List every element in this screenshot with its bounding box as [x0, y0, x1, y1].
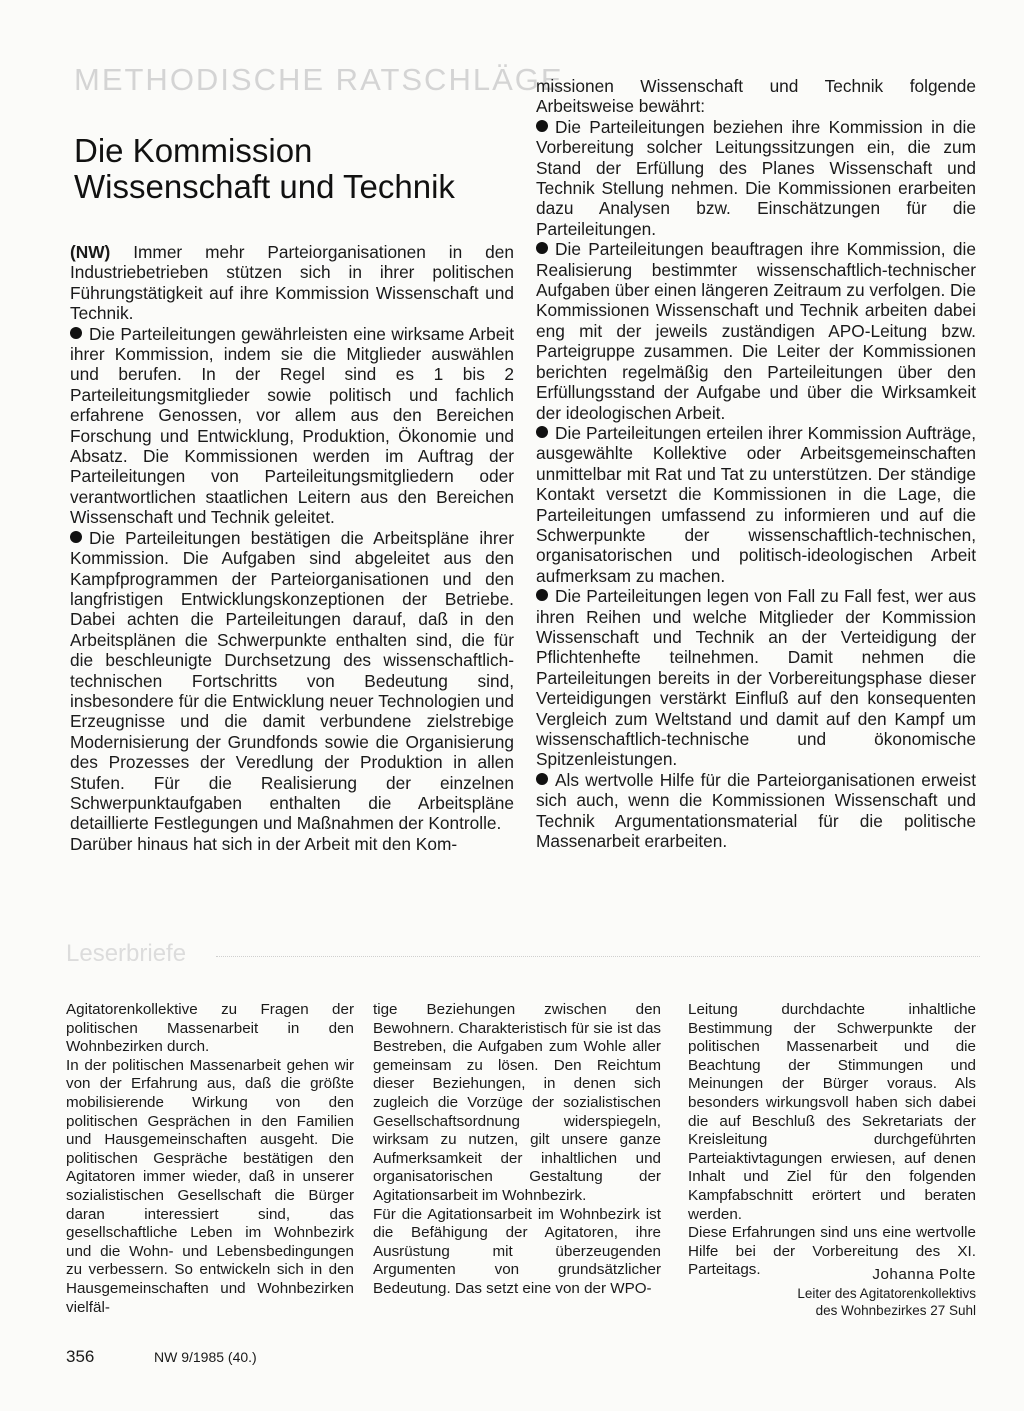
- article-title: [74, 133, 524, 205]
- bullet-icon: [70, 531, 82, 543]
- paragraph: In der politischen Massenarbeit gehen wir von der Erfahrung aus, daß die größte mobilisierende Wirkung von den politischen Gesprächen in den Familien und Hausgemeinschaften ausgeht. Die politischen Gespräche bestätigen den Agitatoren immer wieder, daß in unserer sozialistischen Gesellschaft die Bürger daran interessiert sind, das gesellschaftliche Leben im Wohnbezirk und die Wohn- und Lebensbedingungen zu verbessern. So entwickeln sich in den Hausgemeinschaften und Wohnbezirken vielfäl-: [66, 1056, 354, 1316]
- lead-text: Immer mehr Parteiorganisationen in den Industriebetrieben stützen sich in ihrer politischen Führungstätigkeit auf ihre Kommission Wissenschaft und Technik.: [70, 242, 514, 324]
- paragraph: Diese Erfahrungen sind uns eine wertvolle Hilfe bei der Vorbereitung des XI. Parteitags.: [688, 1224, 976, 1279]
- section-label: METHODISCHE RATSCHLÄGE: [74, 62, 564, 97]
- letter-column-1: [66, 1001, 354, 1317]
- paragraph: tige Beziehungen zwischen den Bewohnern. Charakteristisch für sie ist das Bestreben, die Aufgaben zum Wohle aller gemeinsam zu lösen. Den Reichtum dieser Beziehungen, in denen sich zugleich die Vorzüge der sozialistischen Gesellschaftsordnung widerspiegeln, wirksam zu nutzen, gilt unsere ganze Aufmerksamkeit der inhaltlichen und organisatorischen Gestaltung der Agitationsarbeit im Wohnbezirk.: [373, 1001, 661, 1204]
- bullet-paragraph: Als wertvolle Hilfe für die Parteiorganisationen erweist sich auch, wenn die Kommissionen Wissenschaft und Technik Argumentationsmaterial für die politische Massenarbeit erarbeiten.: [536, 769, 976, 852]
- title-line-1: Die Kommission: [74, 132, 313, 169]
- bullet-paragraph: Die Parteileitungen beauftragen ihre Kommission, die Realisierung bestimmter wissenschaftlich-technischer Aufgaben über einen längeren Zeitraum zu verfolgen. Die Kommissionen Wissenschaft und Technik arbeiten dabei eng mit der jeweils zuständigen APO-Leitung bzw. Parteigruppe zusammen. Die Leiter der Kommissionen berichten regelmäßig den Parteileitungen über den Erfüllungsstand der Aufgabe und über die Wirksamkeit der ideologischen Arbeit.: [536, 239, 976, 423]
- signature-role: des Wohnbezirkes 27 Suhl: [815, 1302, 976, 1318]
- bullet-icon: [70, 327, 82, 339]
- issue-label: NW 9/1985 (40.): [154, 1349, 257, 1365]
- article-column-left: [70, 242, 514, 854]
- paragraph: Darüber hinaus hat sich in der Arbeit mit den Kom-: [70, 833, 458, 854]
- letter-column-3: [688, 1001, 976, 1280]
- bullet-icon: [536, 426, 548, 438]
- bullet-paragraph: Die Parteileitungen erteilen ihrer Kommission Aufträge, ausgewählte Kollektive oder Arbeitsgemeinschaften unmittelbar mit Rat und Tat zu unterstützen. Der ständige Kontakt versetzt die Kommissionen in die Lage, die Parteileitungen umfassend zu informieren und auf die Schwerpunkte der wissenschaftlich-technischen, organisatorischen und politisch-ideologischen Arbeit aufmerksam zu machen.: [536, 422, 976, 586]
- paragraph: missionen Wissenschaft und Technik folgende Arbeitsweise bewährt:: [536, 76, 976, 117]
- bullet-icon: [536, 773, 548, 785]
- bullet-paragraph: Die Parteileitungen bestätigen die Arbeitspläne ihrer Kommission. Die Aufgaben sind abgeleitet aus den Kampfprogrammen der Parteiorganisationen und den langfristigen Entwicklungskonzeptionen der Betriebe. Dabei achten die Parteileitungen darauf, daß in den Arbeitsplänen die Schwerpunkte enthalten sind, die für die beschleunigte Durchsetzung des wissenschaftlich-technischen Fortschritts von Bedeutung sind, insbesondere für die Entwicklung neuer Technologien und Erzeugnisse und die damit verbundene zielstrebige Modernisierung der Grundfonds sowie die Organisierung des Prozesses der Veredlung der Produktion in allen Stufen. Für die Realisierung der einzelnen Schwerpunktaufgaben enthalten die Arbeitspläne detaillierte Festlegungen und Maßnahmen der Kontrolle.: [70, 527, 514, 834]
- letter-signature: [688, 1262, 976, 1319]
- bullet-paragraph: Die Parteileitungen legen von Fall zu Fall fest, wer aus ihren Reihen und welche Mitglieder der Kommission Wissenschaft und Technik an der Verteidigung der Pflichtenhefte teilnehmen. Damit nehmen die Parteileitungen bereits in der Vorbereitungsphase dieser Verteidigungen verstärkt Einfluß auf den konsequenten Vergleich zum Weltstand und damit auf den Kampf um wissenschaftlich-technische und ökonomische Spitzenleistungen.: [536, 586, 976, 770]
- signature-role: Leiter des Agitatorenkollektivs: [797, 1285, 976, 1301]
- bullet-icon: [536, 120, 548, 132]
- article-column-right: [536, 76, 976, 851]
- bullet-icon: [536, 242, 548, 254]
- signature-name: Johanna Polte: [872, 1266, 976, 1283]
- title-line-2: Wissenschaft und Technik: [74, 168, 455, 205]
- lead-tag: (NW): [70, 242, 111, 262]
- paragraph: Leitung durchdachte inhaltliche Bestimmung der Schwerpunkte der politischen Massenarbeit und die Beachtung der Stimmungen und Meinungen der Bürger voraus. Als besonders wirkungsvoll haben sich dabei die auf Beschluß des Sekretariats der Kreisleitung durchgeführten Parteiaktivtagungen erwiesen, auf denen Inhalt und Ziel für den folgenden Kampfabschnitt erörtert und beraten werden.: [688, 1001, 976, 1223]
- letter-column-2: [373, 1001, 661, 1299]
- paragraph: Agitatorenkollektive zu Fragen der politischen Massenarbeit in den Wohnbezirken durch.: [66, 1001, 354, 1056]
- bullet-paragraph: Die Parteileitungen beziehen ihre Kommission in die Vorbereitung solcher Leitungssitzungen ein, die zum Stand der Erfüllung des Planes Wissenschaft und Technik Stellung nehmen. Die Kommissionen erarbeiten dazu Analysen bzw. Einschätzungen für die Parteileitungen.: [536, 116, 976, 239]
- bullet-icon: [536, 589, 548, 601]
- lead-paragraph: [70, 242, 514, 324]
- bullet-paragraph: Die Parteileitungen gewährleisten eine wirksame Arbeit ihrer Kommission, indem sie die Mitglieder auswählen und berufen. In der Regel sind es 1 bis 2 Parteileitungsmitglieder sowie politisch und fachlich erfahrene Genossen, vor allem aus den Bereichen Forschung und Entwicklung, Produktion, Ökonomie und Absatz. Die Kommissionen werden im Auftrag der Parteileitungen von Parteileitungsmitgliedern oder verantwortlichen staatlichen Leitern aus den Bereichen Wissenschaft und Technik geleitet.: [70, 323, 514, 528]
- divider: [216, 956, 980, 957]
- letters-section-label: Leserbriefe: [66, 940, 187, 967]
- paragraph: Für die Agitationsarbeit im Wohnbezirk ist die Befähigung der Agitatoren, ihre Ausrüstung mit überzeugenden Argumenten von grundsätzlicher Bedeutung. Das setzt eine von der WPO-: [373, 1205, 661, 1297]
- page-number: 356: [66, 1347, 95, 1366]
